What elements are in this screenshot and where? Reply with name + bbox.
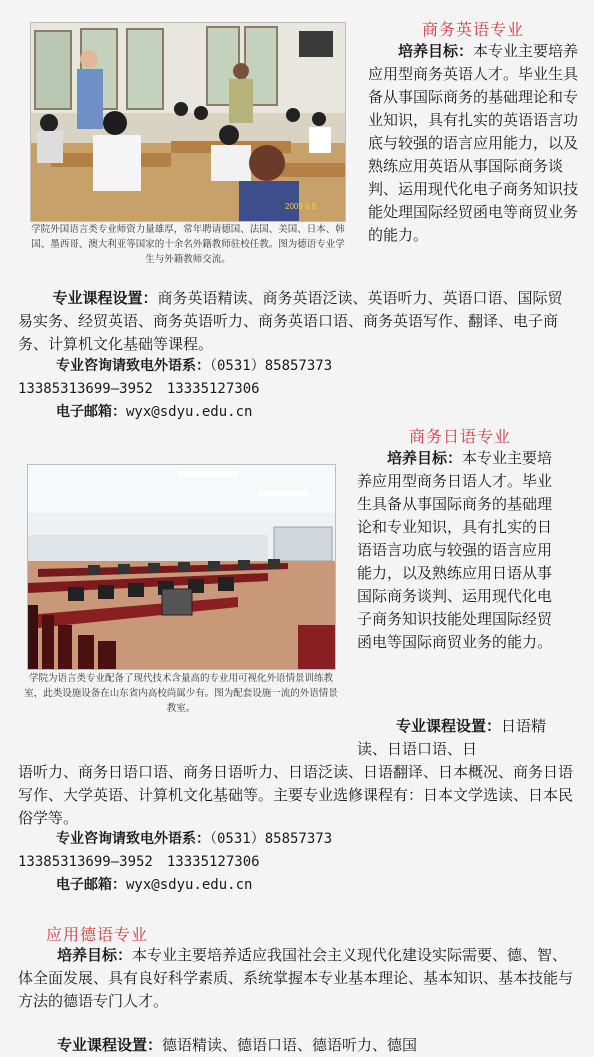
contact-business-english — [18, 355, 578, 424]
classroom-photo-illustration — [31, 23, 345, 221]
courses-business-japanese — [18, 715, 578, 830]
goal-text: 本专业主要培养应用型商务日语人才。毕业生具备从事国际商务的基础理论和专业知识，具有扎实的日语语言功底与较强的语言应用能力，以及熟练应用日语从事国际商务谈判、运用现代化电子商务知识技能处理国际经贸函电等国际商贸业务的能力。 — [357, 449, 553, 651]
phone-others: 13385313699—3952 13335127306 — [18, 381, 260, 397]
contact-business-japanese — [18, 828, 578, 897]
courses-business-english — [18, 287, 576, 356]
language-lab-caption: 学院为语言类专业配备了现代技术含量高的专业用可视化外语情景训练教室，此类设施设备在山东省内高校尚属少有。图为配套设施一流的外语情景教室。 — [24, 673, 338, 714]
goal-business-japanese — [357, 447, 565, 654]
phone-others: 13385313699—3952 13335127306 — [18, 854, 260, 870]
courses-text-head: 日语精读、日语口语、日 — [357, 717, 547, 758]
phone-main: （0531）85857373 — [210, 831, 333, 847]
courses-text: 语听力、商务日语口语、商务日语听力、日语泛读、日语翻译、日本概况、商务日语写作、大学英语、计算机文化基础等。主要专业选修课程有：日本文学选读、日本民俗学等。 — [18, 763, 574, 827]
phone-label: 专业咨询请致电外语系： — [56, 831, 210, 847]
goal-label: 培养目标： — [387, 449, 463, 467]
classroom-photo — [30, 22, 346, 222]
language-lab-illustration — [28, 465, 335, 669]
goal-text: 本专业主要培养应用型商务英语人才。毕业生具备从事国际商务的基础理论和专业知识，具有扎实的英语语言功底与较强的语言应用能力，以及熟练应用英语从事国际商务谈判、运用现代化电子商务知识技能处理国际经贸函电等商贸业务的能力。 — [368, 42, 579, 244]
courses-text: 商务英语精读、商务英语泛读、英语听力、英语口语、国际贸易实务、经贸英语、商务英语听力、商务英语口语、商务英语写作、翻译、电子商务、计算机文化基础等课程。 — [18, 289, 563, 353]
courses-applied-german — [18, 1034, 576, 1057]
section-title-business-english: 商务英语专业 — [421, 20, 524, 39]
courses-label: 专业课程设置： — [57, 1036, 163, 1054]
classroom-photo-caption: 学院外国语言类专业师资力量雄厚，常年聘请德国、法国、美国、日本、韩国、墨西哥、澳大利亚等国家的十余名外籍教师驻校任教。图为德语专业学生与外籍教师交流。 — [31, 224, 345, 265]
photo-date-stamp: 2009 6 8 — [285, 202, 317, 211]
email-link[interactable]: wyx@sdyu.edu.cn — [126, 877, 253, 893]
goal-label: 培养目标： — [57, 946, 133, 964]
section-title-business-japanese: 商务日语专业 — [408, 427, 511, 446]
goal-applied-german — [18, 944, 576, 1013]
email-link[interactable]: wyx@sdyu.edu.cn — [126, 404, 253, 420]
email-label: 电子邮箱： — [56, 877, 126, 893]
language-lab-photo — [27, 464, 336, 670]
email-label: 电子邮箱： — [56, 404, 126, 420]
phone-label: 专业咨询请致电外语系： — [56, 358, 210, 374]
courses-label: 专业课程设置： — [52, 289, 158, 307]
courses-label: 专业课程设置： — [396, 717, 502, 735]
goal-business-english — [368, 40, 580, 247]
phone-main: （0531）85857373 — [210, 358, 333, 374]
courses-text: 德语精读、德语口语、德语听力、德国 — [162, 1036, 418, 1054]
goal-text: 本专业主要培养适应我国社会主义现代化建设实际需要、德、智、体全面发展、具有良好科学素质、系统掌握本专业基本理论、基本知识、基本技能与方法的德语专门人才。 — [18, 946, 574, 1010]
goal-label: 培养目标： — [398, 42, 474, 60]
section-title-applied-german: 应用德语专业 — [46, 925, 149, 944]
